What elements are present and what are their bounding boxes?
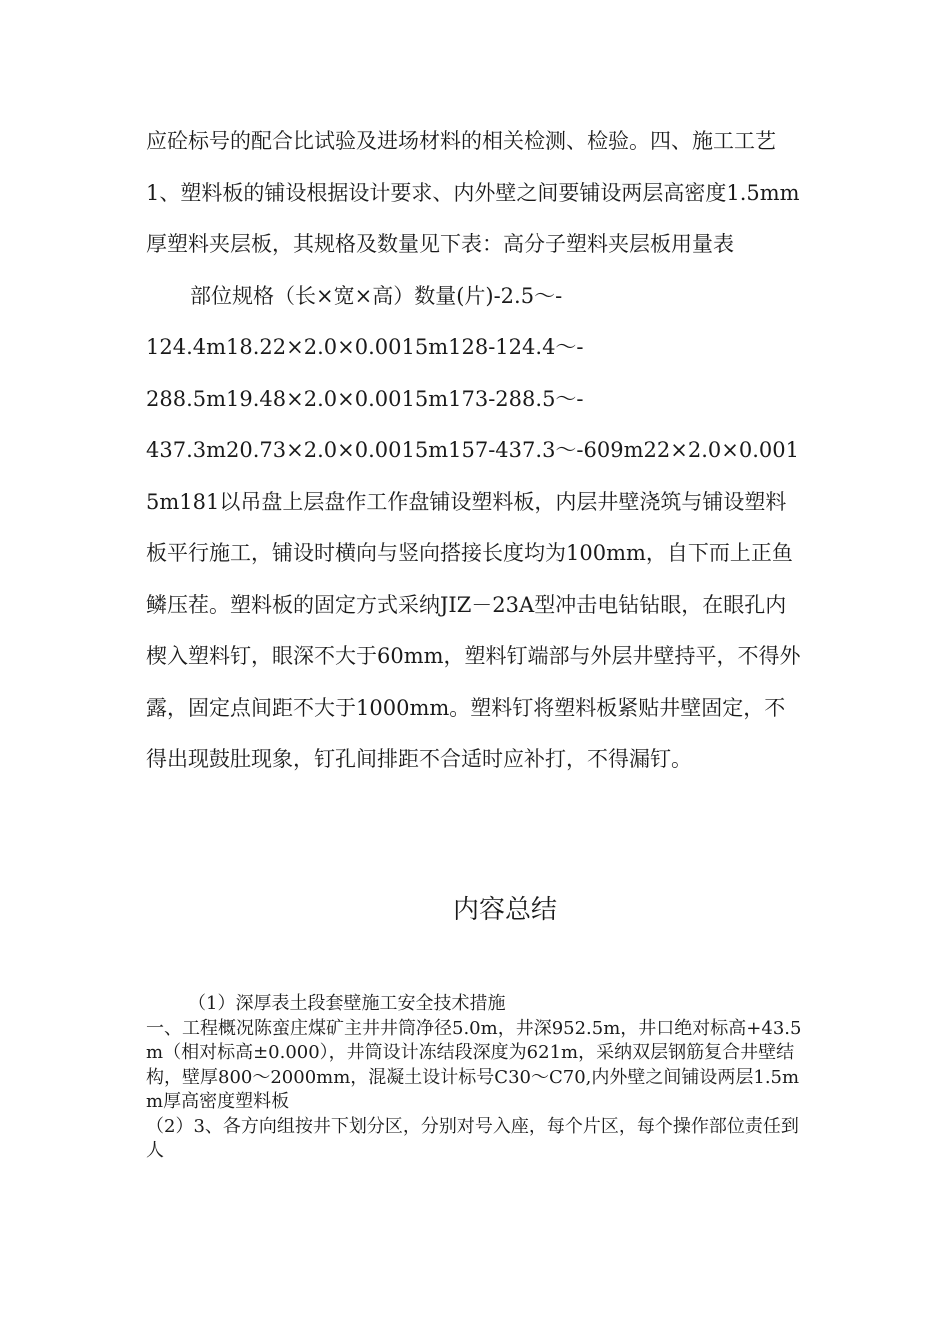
table-line-3: 288.5m19.48×2.0×0.0015m173-288.5～- [146,386,584,411]
summary-title: 内容总结 [452,895,557,925]
table-line-2: 124.4m18.22×2.0×0.0015m128-124.4～- [146,335,584,359]
body-paragraph-1: 应砼标号的配合比试验及进场材料的相关检测、检验。四、施工工艺1、塑料板的铺设根据设计要求、内外壁之间要铺设两层高密度1.5mm厚塑料夹层板，其规格及数量见下表：高分子塑料夹层板用量表 [146,129,800,256]
summary-item-1-text: 一、工程概况陈蛮庄煤矿主井井筒净径5.0m，井深952.5m，井口绝对标高+43.5m（相对标高±0.000），井筒设计冻结段深度为621m，采纳双层钢筋复合井壁结构，壁厚800～2000mm，混凝土设计标号C30～C70,内外壁之间铺设两层1.5mm厚高密度塑料板 [146,1017,802,1112]
body-paragraph-2: 437.3m20.73×2.0×0.0015m157-437.3～-609m22×2.0×0.0015m181以吊盘上层盘作工作盘铺设塑料板，内层井壁浇筑与铺设塑料板平行施工，铺设时横向与竖向搭接长度均为100mm，自下而上正鱼鳞压茬。塑料板的固定方式采纳JIZ－23A型冲击电钻钻眼，在眼孔内楔入塑料钉，眼深不大于60mm，塑料钉端部与外层井壁持平，不得外露，固定点间距不大于1000mm。塑料钉将塑料板紧贴井壁固定，不得出现鼓肚现象，钉孔间排距不合适时应补打，不得漏钉。 [146,438,801,771]
summary-item-1-heading: （1）深厚表土段套壁施工安全技术措施 [188,993,506,1014]
summary-item-2-text: （2）3、各方向组按井下划分区，分别对号入座，每个片区，每个操作部位责任到人 [146,1115,799,1161]
summary-section [146,992,802,1164]
body-text [146,116,806,786]
table-line-1: 部位规格（长×宽×高）数量(片)-2.5～- [190,283,563,308]
